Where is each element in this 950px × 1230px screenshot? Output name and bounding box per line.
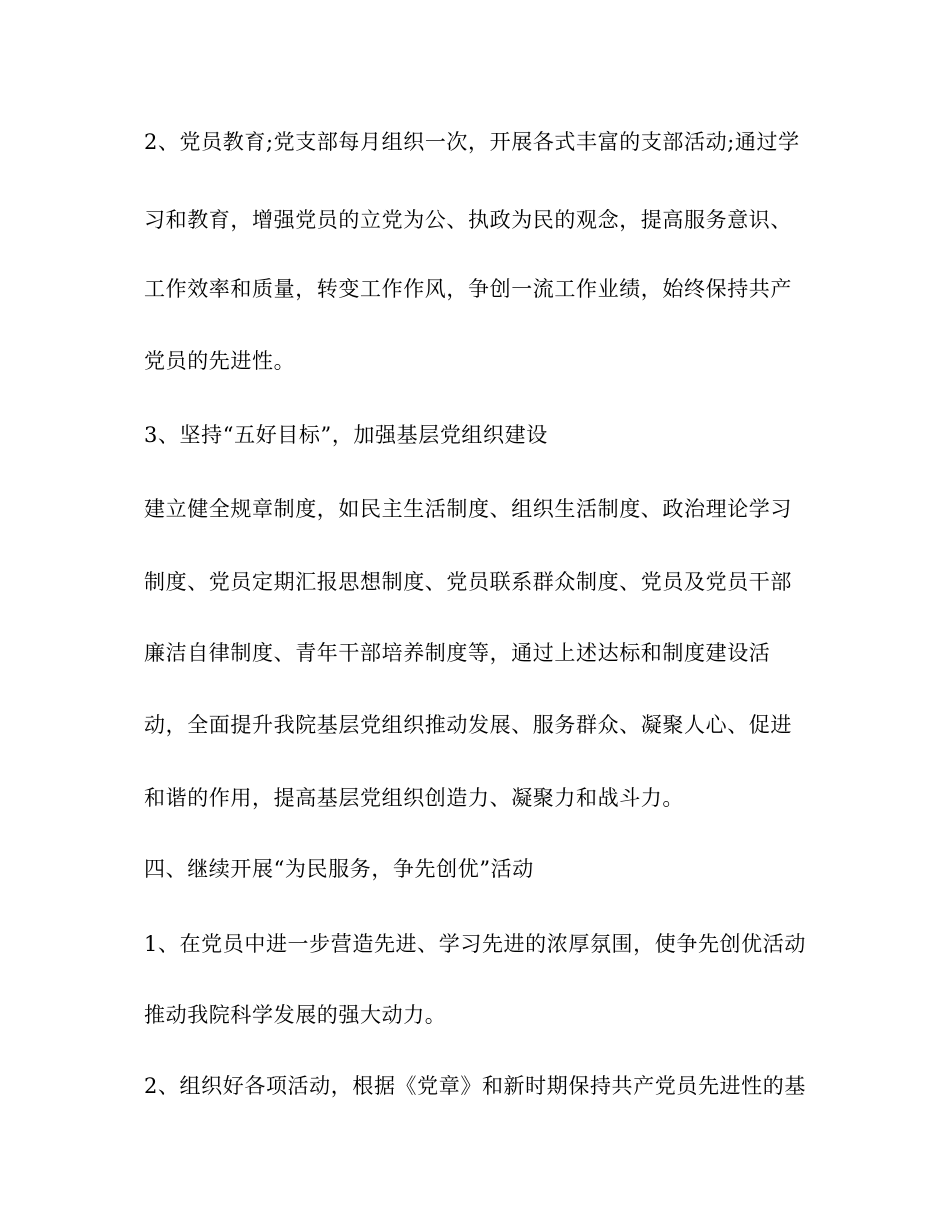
text-line: 制度、党员定期汇报思想制度、党员联系群众制度、党员及党员干部: [144, 570, 792, 594]
text-line: 1、在党员中进一步营造先进、学习先进的浓厚氛围，使争先创优活动: [144, 932, 806, 956]
text-line: 动，全面提升我院基层党组织推动发展、服务群众、凝聚人心、促进: [144, 713, 792, 737]
text-line: 建立健全规章制度，如民主生活制度、组织生活制度、政治理论学习: [144, 497, 792, 521]
text-line: 廉洁自律制度、青年干部培养制度等，通过上述达标和制度建设活: [144, 641, 771, 665]
text-line: 党员的先进性。: [144, 349, 296, 373]
text-line: 和谐的作用，提高基层党组织创造力、凝聚力和战斗力。: [144, 786, 684, 810]
text-line: 推动我院科学发展的强大动力。: [144, 1003, 447, 1027]
text-line: 2、党员教育;党支部每月组织一次，开展各式丰富的支部活动;通过学: [144, 130, 800, 154]
text-line: 2、组织好各项活动，根据《党章》和新时期保持共产党员先进性的基: [144, 1074, 806, 1098]
text-line: 工作效率和质量，转变工作作风，争创一流工作业绩，始终保持共产: [144, 277, 792, 301]
section-heading: 3、坚持“五好目标”，加强基层党组织建设: [144, 423, 548, 447]
text-line: 习和教育，增强党员的立党为公、执政为民的观念，提高服务意识、: [144, 208, 792, 232]
section-heading: 四、继续开展“为民服务，争先创优”活动: [144, 857, 534, 881]
